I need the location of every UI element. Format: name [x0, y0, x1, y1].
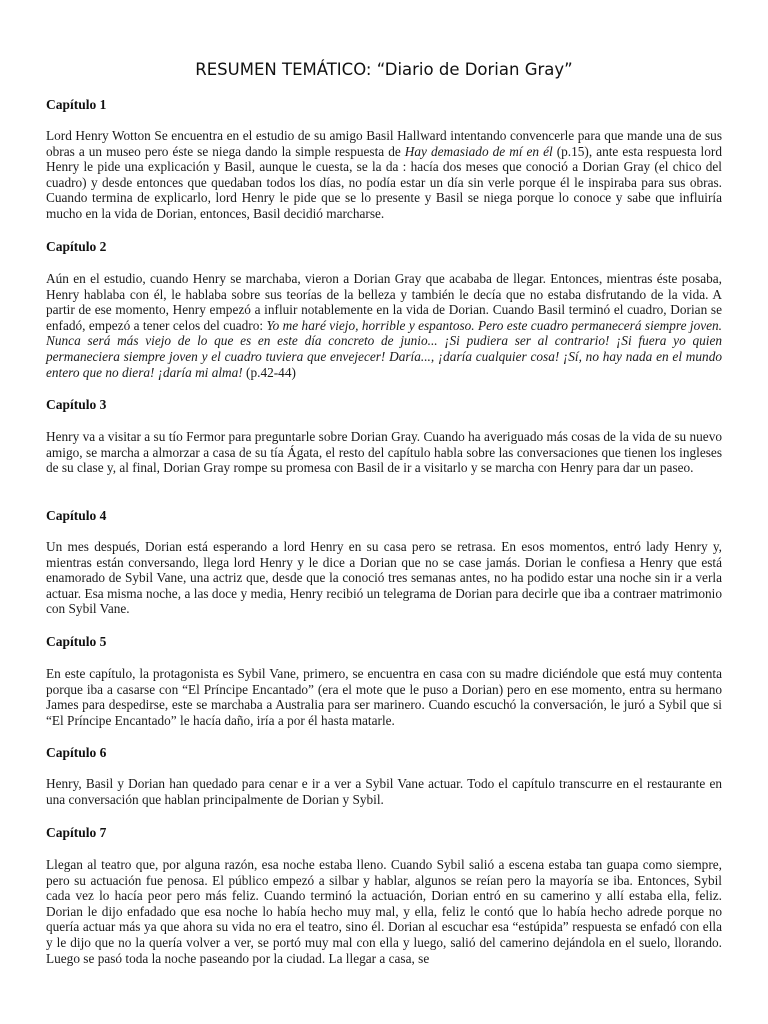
chapter-4-heading: Capítulo 4: [46, 508, 107, 523]
chapter-3-text: [46, 429, 722, 476]
chapter-2-quote: Yo me haré viejo, horrible y espantoso. Pero este cuadro permanecerá siempre joven. Nunca será más viejo de lo que es en este día concreto de junio... ¡Si pudiera ser al contrario! ¡Si fuera yo quien permaneciera siempre joven y el cuadro tuviera que envejecer! Daría..., ¡daría cualquier cosa! ¡Sí, no hay nada en el mundo entero que no diera! ¡daría mi alma!: [46, 317, 722, 380]
chapter-2-text-part: Aún en el estudio, cuando Henry se marchaba, vieron a Dorian Gray que acababa de llegar. Entonces, mientras éste posaba, Henry hablaba con él, le hablaba sobre sus teorías de la belleza y también le decía que no estaba disfrutando de la vida. A partir de ese momento, Henry empezó a influir notablemente en la vida de Dorian. Cuando Basil terminó el cuadro, Dorian se enfadó, empezó a tener celos del cuadro:: [46, 271, 722, 333]
chapter-7-text-part: Llegan al teatro que, por alguna razón, esa noche estaba lleno. Cuando Sybil salió a escena estaba tan guapa como siempre, pero su actuación fue penosa. El público empezó a silbar y hablar, algunos se reían pero la mayoría se iba. Entonces, Sybil cada vez lo hacía peor pero más feliz. Cuando terminó la actuación, Dorian entró en su camerino y allí estaba ella, feliz. Dorian le dijo enfadado que esa noche lo había hecho muy mal, y ella, feliz le contó que lo había hecho adrede porque no quería actuar más ya que ahora su vida no era el teatro, sino él. Dorian al escuchar esa “estúpida” respuesta se enfadó con ella y le dijo que no la quería volver a ver, se portó muy mal con ella y luego, salió del camerino dejándola en el suelo, llorando. Luego se pasó toda la noche paseando por la ciudad. La llegar a casa, se: [46, 857, 722, 966]
chapter-3-text-part: Henry va a visitar a su tío Fermor para preguntarle sobre Dorian Gray. Cuando ha averiguado más cosas de la vida de su nuevo amigo, se marcha a almorzar a casa de su tía Ágata, el resto del capítulo habla sobre las conversaciones que tienen los ingleses de su clase y, al final, Dorian Gray rompe su promesa con Basil de ir a visitarlo y se marcha con Henry para dar un paseo.: [46, 429, 722, 476]
chapter-6-text: [46, 776, 722, 807]
chapter-2-heading: Capítulo 2: [46, 239, 107, 254]
chapter-1-text-part: (p.15), ante esta respuesta lord Henry le pide una explicación y Basil, aunque le cuesta, se la da : hacía dos meses que conoció a Dorian Gray (el chico del cuadro) y desde entonces que quedaban todos los días, no podía estar un día sin verle porque él le inspiraba para sus obras. Cuando termina de explicarlo, lord Henry le pide que se lo presente y Basil se niega porque lo conoce y sabe que influiría mucho en la vida de Dorian, entonces, Basil decidió marcharse.: [46, 143, 722, 221]
chapter-1-text: [46, 128, 722, 222]
chapter-2-text-part: (p.42-44): [242, 364, 296, 380]
chapter-7-text: [46, 857, 722, 966]
chapter-4-text-part: Un mes después, Dorian está esperando a lord Henry en su casa pero se retrasa. En esos momentos, entró lady Henry y, mientras están conversando, llega lord Henry y le dice a Dorian que no se case jamás. Dorian le confiesa a Henry que está enamorado de Sybil Vane, una actriz que, desde que la conoció tres semanas antes, no ha podido estar una noche sin ir a verla actuar. Esa misma noche, a las doce y media, Henry recibió un telegrama de Dorian para decirle que iba a contraer matrimonio con Sybil Vane.: [46, 539, 722, 617]
document-title: RESUMEN TEMÁTICO: “Diario de Dorian Gray”: [195, 60, 573, 79]
chapter-1-heading: Capítulo 1: [46, 97, 107, 112]
chapter-4-text: [46, 539, 722, 617]
chapter-1-text-part: Lord Henry Wotton Se encuentra en el estudio de su amigo Basil Hallward intentando convencerle para que mande una de sus obras a un museo pero éste se niega dando la simple respuesta de: [46, 128, 722, 159]
chapter-5-text: [46, 666, 722, 728]
chapter-1-quote: Hay demasiado de mí en él: [404, 143, 553, 159]
chapter-5-text-part: En este capítulo, la protagonista es Sybil Vane, primero, se encuentra en casa con su madre diciéndole que está muy contenta porque iba a casarse con “El Príncipe Encantado” (era el mote que le puso a Dorian) pero en ese momento, entra su hermano James para despedirse, este se marchaba a Australia para ser marinero. Cuando escuchó la conversación, le juró a Sybil que si “El Príncipe Encantado” le hacía daño, iría a por él hasta matarle.: [46, 666, 722, 728]
chapter-6-heading: Capítulo 6: [46, 745, 107, 760]
chapter-6-text-part: Henry, Basil y Dorian han quedado para cenar e ir a ver a Sybil Vane actuar. Todo el capítulo transcurre en el restaurante en una conversación que hablan principalmente de Dorian y Sybil.: [46, 776, 722, 807]
chapter-3-heading: Capítulo 3: [46, 397, 107, 412]
chapter-7-heading: Capítulo 7: [46, 825, 107, 840]
chapter-2-text: [46, 271, 722, 380]
chapter-5-heading: Capítulo 5: [46, 634, 107, 649]
